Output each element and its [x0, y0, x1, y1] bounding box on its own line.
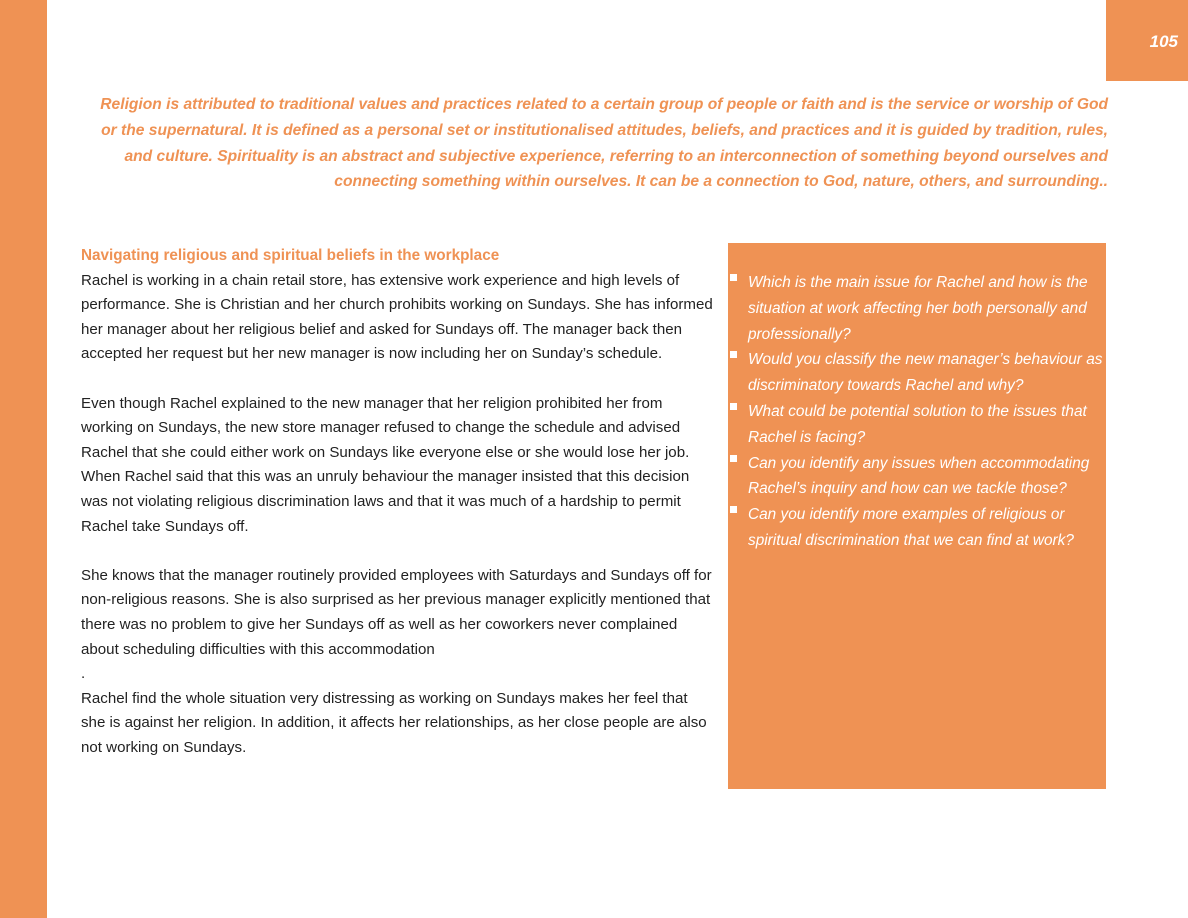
- square-bullet-icon: [730, 506, 737, 513]
- square-bullet-icon: [730, 455, 737, 462]
- intro-paragraph: Religion is attributed to traditional values and practices related to a certain group of people or faith and is the service or worship of God or the supernatural. It is defined as a personal set or institutionalised attitudes, beliefs, and practices and it is guided by tradition, rules, and culture. Spirituality is an abstract and subjective experience, referring to an interconnection of something beyond ourselves and connecting something within ourselves. It can be a connection to God, nature, others, and surrounding..: [100, 96, 1108, 191]
- case-paragraph: Rachel find the whole situation very distressing as working on Sundays makes her feel that she is against her religion. In addition, it affects her relationships, as her close people are also not working on Sundays.: [81, 689, 707, 756]
- case-paragraph-separator: .: [81, 665, 86, 683]
- question-text: Would you classify the new manager’s behaviour as discriminatory towards Rachel and why?: [748, 351, 1103, 395]
- case-study-title: Navigating religious and spiritual beliefs in the workplace: [81, 247, 500, 264]
- left-accent-bar: [0, 0, 47, 918]
- question-text: Can you identify more examples of religious or spiritual discrimination that we can find at work?: [748, 506, 1074, 549]
- page-number-tab: [1106, 0, 1188, 81]
- discussion-questions-box: [728, 243, 1106, 789]
- question-item: [728, 502, 1106, 554]
- question-text: Can you identify any issues when accommodating Rachel’s inquiry and how can we tackle those?: [748, 454, 1090, 498]
- page-number: 105: [1149, 32, 1178, 51]
- question-list: [728, 270, 1106, 554]
- square-bullet-icon: [730, 351, 737, 358]
- question-text: What could be potential solution to the issues that Rachel is facing?: [748, 402, 1087, 446]
- question-item: [728, 347, 1106, 399]
- question-item: [728, 451, 1106, 503]
- case-paragraph: Rachel is working in a chain retail store, has extensive work experience and high levels of performance. She is Christian and her church prohibits working on Sundays. She has informed her manager about her religious belief and asked for Sundays off. The manager back then accepted her request but her new manager is now including her on Sunday’s schedule.: [81, 271, 713, 363]
- case-study: [81, 244, 713, 760]
- question-item: [728, 399, 1106, 451]
- case-paragraph: She knows that the manager routinely provided employees with Saturdays and Sundays off for non-religious reasons. She is also surprised as her previous manager explicitly mentioned that there was no problem to give her Sundays off as well as her coworkers never complained about scheduling difficulties with this accommodation: [81, 566, 712, 658]
- square-bullet-icon: [730, 274, 737, 281]
- question-text: Which is the main issue for Rachel and how is the situation at work affecting her both personally and professionally?: [748, 274, 1088, 343]
- case-paragraph: Even though Rachel explained to the new manager that her religion prohibited her from working on Sundays, the new store manager refused to change the schedule and advised Rachel that she could either work on Sundays like everyone else or she would lose her job. When Rachel said that this was an unruly behaviour the manager insisted that this decision was not violating religious discrimination laws and that it was much of a hardship to permit Rachel take Sundays off.: [81, 394, 690, 535]
- question-item: [728, 270, 1106, 347]
- square-bullet-icon: [730, 403, 737, 410]
